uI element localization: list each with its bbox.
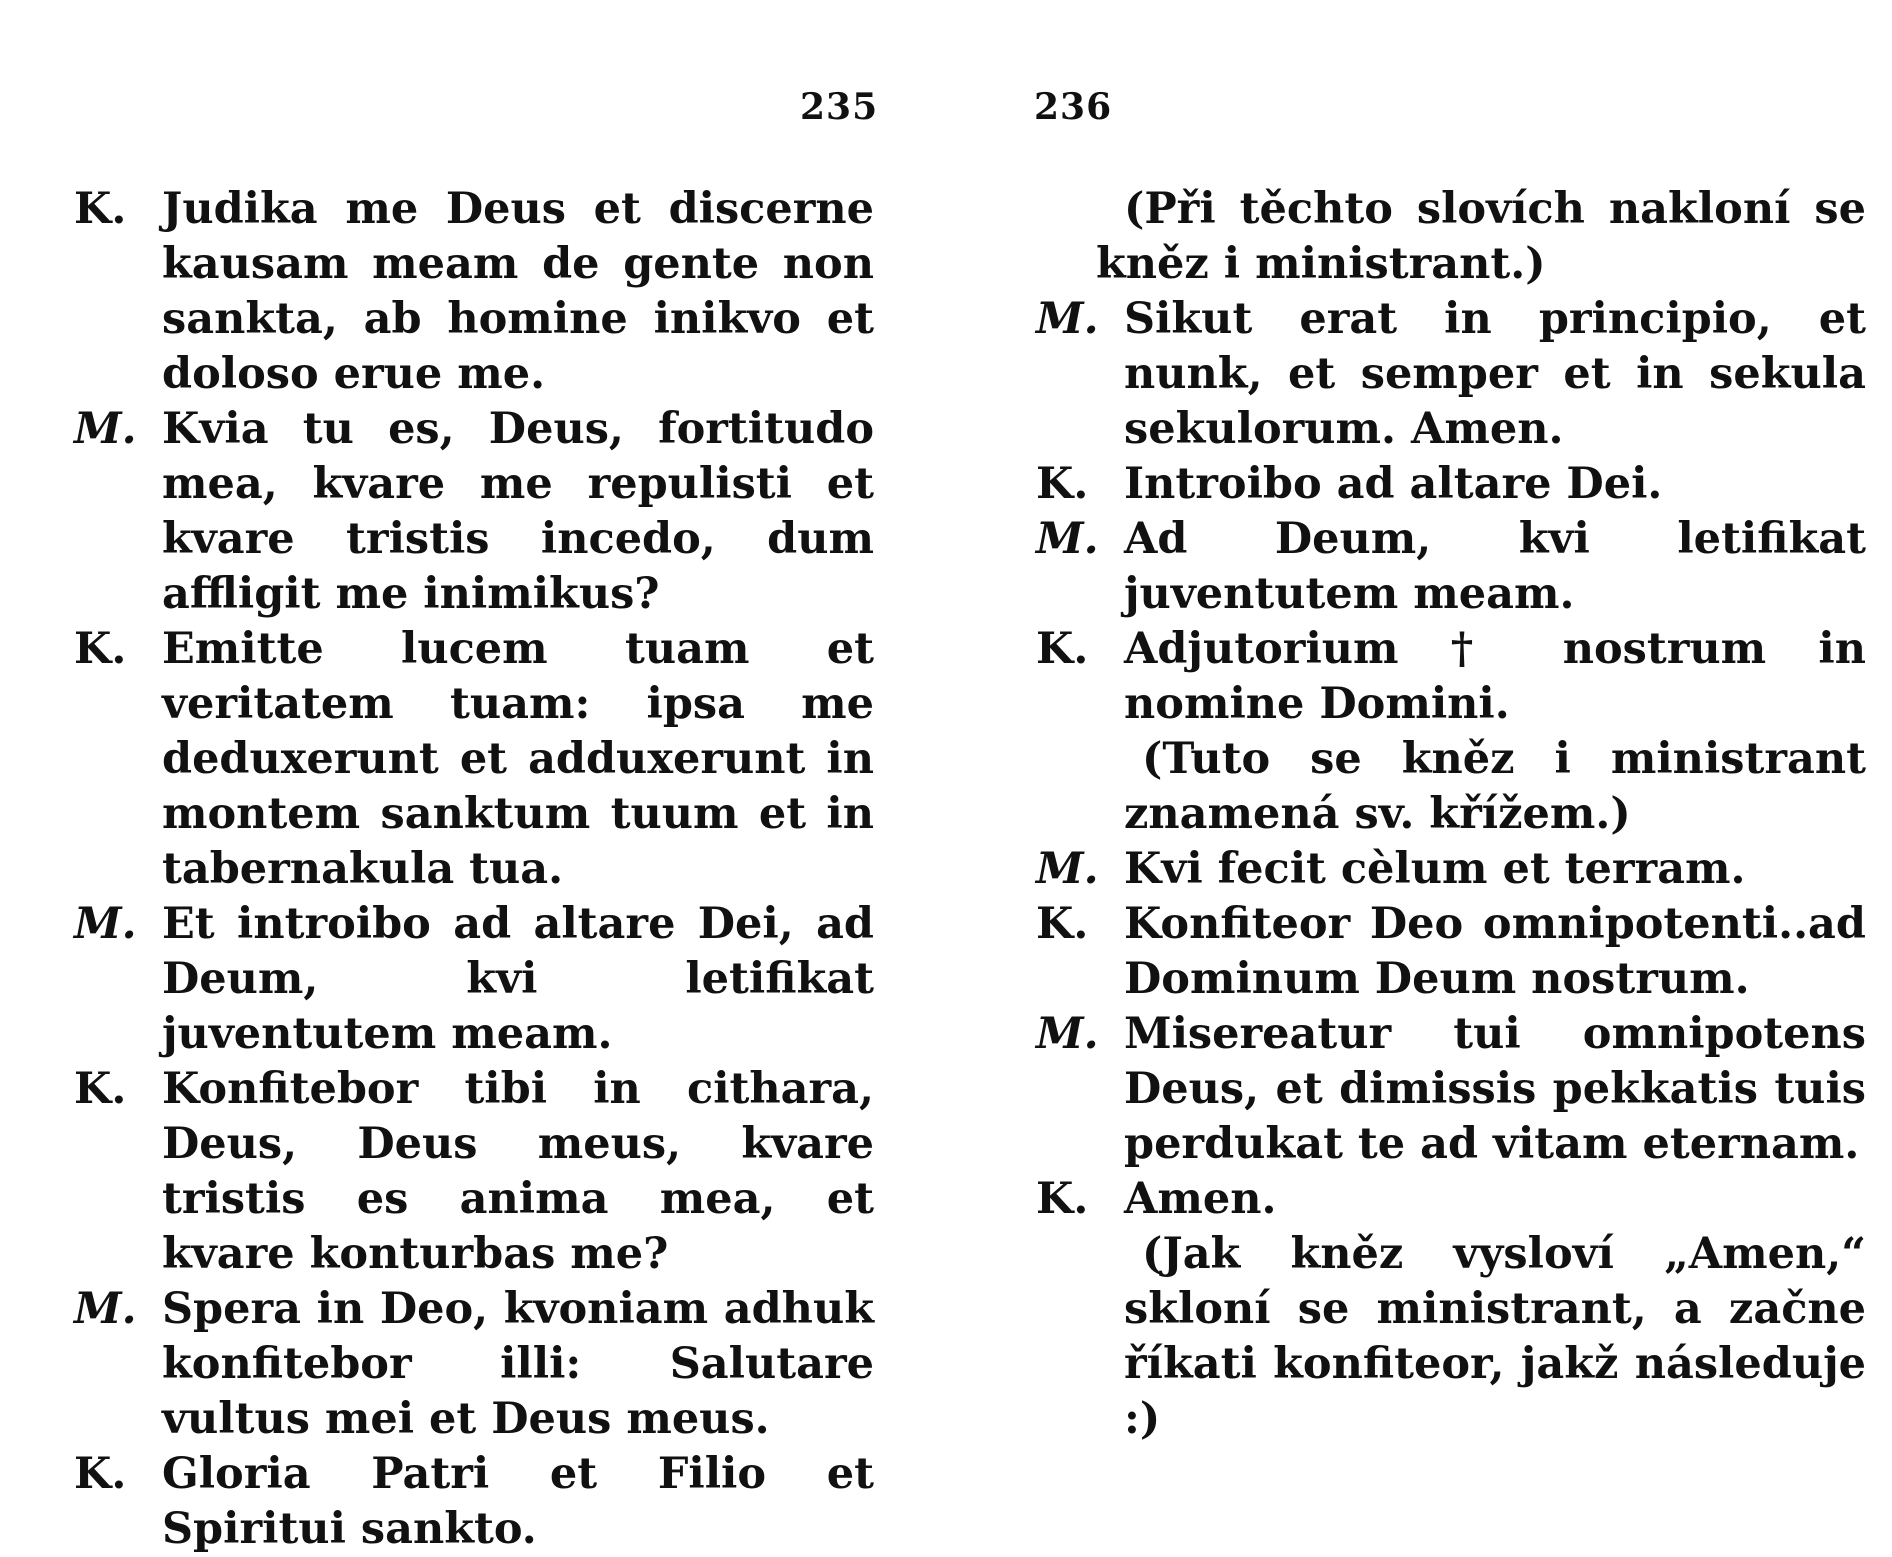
dialogue-line — [1036, 457, 1866, 512]
speech-text: Spera in Deo, kvoniam adhuk konfitebor illi: Salutare vultus mei et Deus meus. — [162, 1284, 874, 1444]
speaker-marker: K. — [74, 624, 127, 674]
speaker-marker: K. — [74, 184, 127, 234]
dialogue-line — [1036, 622, 1866, 732]
speaker-marker: K. — [1036, 624, 1089, 674]
speaker-marker: M. — [74, 1284, 137, 1334]
dialogue-line — [1036, 1007, 1866, 1172]
dialogue-line — [1036, 292, 1866, 457]
speech-text: Gloria Patri et Filio et Spiritui sankto. — [162, 1449, 874, 1554]
speaker-marker: M. — [74, 899, 137, 949]
dialogue-line — [1036, 512, 1866, 622]
speaker-marker: K. — [74, 1449, 127, 1499]
dialogue-line — [74, 622, 874, 897]
rubric-instruction: (Jak kněz vysloví „Amen,“ skloní se ministrant, a začne říkati konfiteor, jakž následuje :) — [1124, 1229, 1866, 1444]
speech-text: Konfitebor tibi in cithara, Deus, Deus meus, kvare tristis es anima mea, et kvare konturbas me? — [162, 1064, 874, 1279]
rubric-instruction: (Tuto se kněz i ministrant znamená sv. křížem.) — [1124, 734, 1866, 839]
dialogue-right — [1036, 182, 1866, 1447]
speech-text: Adjutorium † nostrum in nomine Domini. — [1124, 624, 1866, 729]
speech-text: Kvia tu es, Deus, fortitudo mea, kvare me repulisti et kvare tristis incedo, dum affligit me inimikus? — [162, 404, 874, 619]
speech-text: Ad Deum, kvi letifikat juventutem meam. — [1124, 514, 1866, 619]
dialogue-line — [1036, 842, 1866, 897]
page-number-left: 235 — [800, 86, 879, 128]
dialogue-line — [1036, 1172, 1866, 1227]
page-number-right: 236 — [1034, 86, 1113, 128]
speech-text: Emitte lucem tuam et veritatem tuam: ipsa me deduxerunt et adduxerunt in montem sanktum tuum et in tabernakula tua. — [162, 624, 874, 894]
speech-text: Kvi fecit cèlum et terram. — [1124, 844, 1746, 894]
speech-text: Konfiteor Deo omnipotenti..ad Dominum Deum nostrum. — [1124, 899, 1866, 1004]
speech-text: Sikut erat in principio, et nunk, et semper et in sekula sekulorum. Amen. — [1124, 294, 1866, 454]
speech-text: Et introibo ad altare Dei, ad Deum, kvi letifikat juventutem meam. — [162, 899, 874, 1059]
speech-text: Misereatur tui omnipotens Deus, et dimissis pekkatis tuis perdukat te ad vitam eternam. — [1124, 1009, 1866, 1169]
speaker-marker: K. — [1036, 899, 1089, 949]
speaker-marker: K. — [74, 1064, 127, 1114]
speech-text: Amen. — [1124, 1174, 1277, 1224]
speaker-marker: M. — [1036, 844, 1099, 894]
speech-text: Judika me Deus et discerne kausam meam de gente non sankta, ab homine inikvo et doloso erue me. — [162, 184, 874, 399]
dialogue-line — [74, 1447, 874, 1557]
speaker-marker: M. — [1036, 514, 1099, 564]
dialogue-line — [1036, 897, 1866, 1007]
speaker-marker: K. — [1036, 459, 1089, 509]
speech-text: Introibo ad altare Dei. — [1124, 459, 1663, 509]
dialogue-line — [74, 1062, 874, 1282]
dialogue-line — [74, 1282, 874, 1447]
dialogue-line — [74, 182, 874, 402]
dialogue-line — [74, 897, 874, 1062]
speaker-marker: M. — [74, 404, 137, 454]
dialogue-line — [74, 402, 874, 622]
speaker-marker: K. — [1036, 1174, 1089, 1224]
speaker-marker: M. — [1036, 294, 1099, 344]
dialogue-left — [74, 182, 874, 1557]
rubric-instruction: (Při těchto slovích nakloní se kněz i ministrant.) — [1096, 184, 1866, 289]
speaker-marker: M. — [1036, 1009, 1099, 1059]
